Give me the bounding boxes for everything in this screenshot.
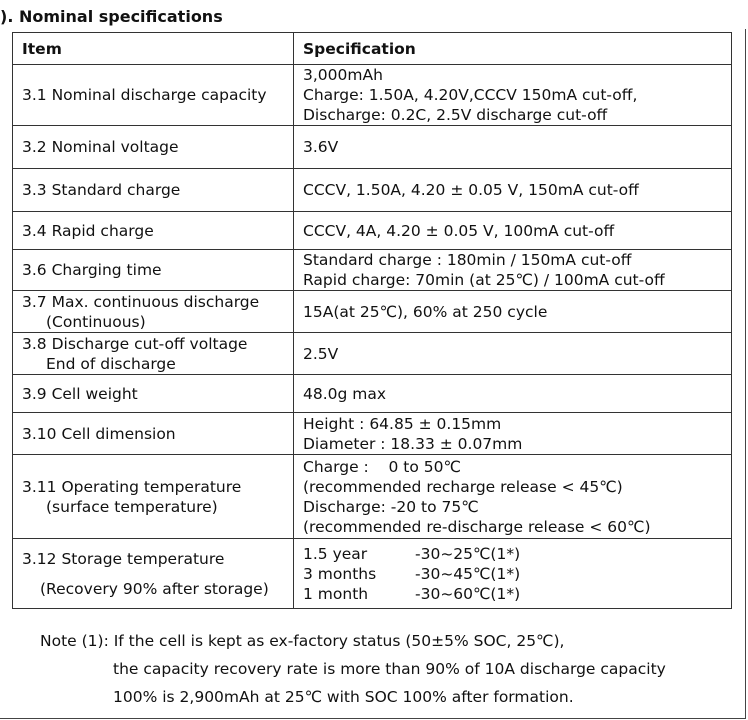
item-cell: 3.8 Discharge cut-off voltage End of discharge <box>13 333 294 375</box>
spec-cell: Height : 64.85 ± 0.15mm Diameter : 18.33 ± 0.07mm <box>294 413 732 455</box>
spec-cell: Charge : 0 to 50℃ (recommended recharge release < 45℃) Discharge: -20 to 75℃ (recommended re-discharge release < 60℃) <box>294 455 732 539</box>
table-row <box>13 333 732 375</box>
table-row <box>13 291 732 333</box>
spec-cell: 15A(at 25℃), 60% at 250 cycle <box>294 291 732 333</box>
item-cell: 3.6 Charging time <box>13 250 294 291</box>
table-row <box>13 375 732 413</box>
table-row <box>13 212 732 250</box>
spec-cell: CCCV, 4A, 4.20 ± 0.05 V, 100mA cut-off <box>294 212 732 250</box>
table-row <box>13 539 732 609</box>
spec-cell: 3.6V <box>294 126 732 169</box>
table-row <box>13 65 732 126</box>
spec-cell: CCCV, 1.50A, 4.20 ± 0.05 V, 150mA cut-off <box>294 169 732 212</box>
spec-cell: 48.0g max <box>294 375 732 413</box>
item-cell: 3.10 Cell dimension <box>13 413 294 455</box>
item-cell: 3.1 Nominal discharge capacity <box>13 65 294 126</box>
spec-cell <box>294 539 732 609</box>
item-cell: 3.11 Operating temperature (surface temperature) <box>13 455 294 539</box>
table-row <box>13 413 732 455</box>
table-row <box>13 455 732 539</box>
spec-cell: Standard charge : 180min / 150mA cut-off Rapid charge: 70min (at 25℃) / 100mA cut-off <box>294 250 732 291</box>
spec-cell: 3,000mAh Charge: 1.50A, 4.20V,CCCV 150mA cut-off, Discharge: 0.2C, 2.5V discharge cut-off <box>294 65 732 126</box>
table-row <box>13 250 732 291</box>
storage-line: 1.5 year -30~25℃(1*) <box>303 544 521 563</box>
item-cell: 3.12 Storage temperature (Recovery 90% after storage) <box>13 539 294 609</box>
item-cell: 3.9 Cell weight <box>13 375 294 413</box>
item-cell: 3.2 Nominal voltage <box>13 126 294 169</box>
item-cell: 3.3 Standard charge <box>13 169 294 212</box>
spec-cell: 2.5V <box>294 333 732 375</box>
table-header-row <box>13 33 732 65</box>
footnote: Note (1): If the cell is kept as ex-factory status (50±5% SOC, 25℃), the capacity recovery rate is more than 90% of 10A discharge capacity 100% is 2,900mAh at 25℃ with SOC 100% after formation. <box>40 632 666 706</box>
storage-line: 3 months -30~45℃(1*) <box>303 564 521 583</box>
item-cell: 3.7 Max. continuous discharge (Continuous) <box>13 291 294 333</box>
spec-table <box>12 32 732 609</box>
header-item: Item <box>13 33 294 65</box>
item-cell: 3.4 Rapid charge <box>13 212 294 250</box>
section-title: ). Nominal specifications <box>0 7 223 26</box>
table-row <box>13 126 732 169</box>
storage-line: 1 month -30~60℃(1*) <box>303 584 521 603</box>
header-spec: Specification <box>294 33 732 65</box>
table-row <box>13 169 732 212</box>
